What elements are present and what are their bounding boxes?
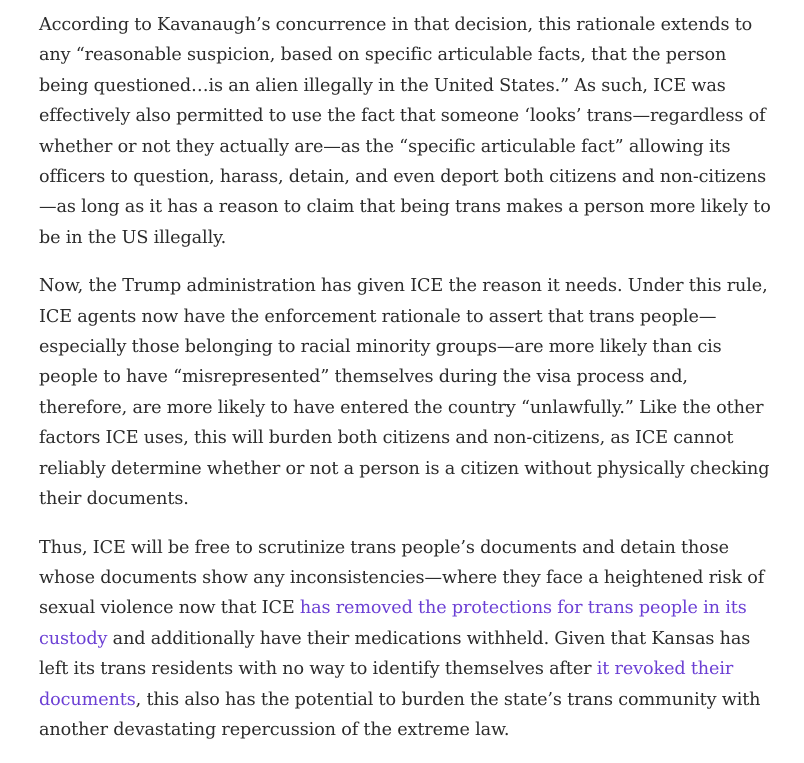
paragraph-kavanaugh-concurrence xyxy=(39,10,779,253)
article-body xyxy=(39,10,779,763)
link-ice-removed-protections[interactable]: has removed the protections for trans people in its custody xyxy=(39,598,747,649)
paragraph-text: and additionally have their medications withheld. Given that Kansas has left its trans residents with no way to identify themselves after xyxy=(39,628,751,680)
link-kansas-revoked-documents[interactable]: it revoked their documents xyxy=(39,659,734,710)
paragraph-trump-administration xyxy=(39,271,779,514)
paragraph-scrutinize-documents xyxy=(39,533,779,746)
paragraph-text: , this also has the potential to burden the state’s trans community with another devastating repercussion of the extreme law. xyxy=(39,689,761,740)
paragraph-text: Now, the Trump administration has given ICE the reason it needs. Under this rule, ICE agents now have the enforcement rationale to assert that trans people—especially those belonging to racial minority groups—are more likely than cis people to have “misrepresented” themselves during the visa process and, therefore, are more likely to have entered the country “unlawfully.” Like the other factors ICE uses, this will burden both citizens and non-citizens, as ICE cannot reliably determine whether or not a person is a citizen without physically checking their documents. xyxy=(39,276,770,510)
paragraph-text: According to Kavanaugh’s concurrence in that decision, this rationale extends to any “reasonable suspicion, based on specific articulable facts, that the person being questioned…is an alien illegally in the United States.” As such, ICE was effectively also permitted to use the fact that someone ‘looks’ trans—regardless of whether or not they actually are—as the “specific articulable fact” allowing its officers to question, harass, detain, and even deport both citizens and non-citizens—as long as it has a reason to claim that being trans makes a person more likely to be in the US illegally. xyxy=(39,15,771,248)
paragraph-text: Thus, ICE will be free to scrutinize trans people’s documents and detain those whose documents show any inconsistencies—where they face a heightened risk of sexual violence now that ICE xyxy=(39,537,765,619)
